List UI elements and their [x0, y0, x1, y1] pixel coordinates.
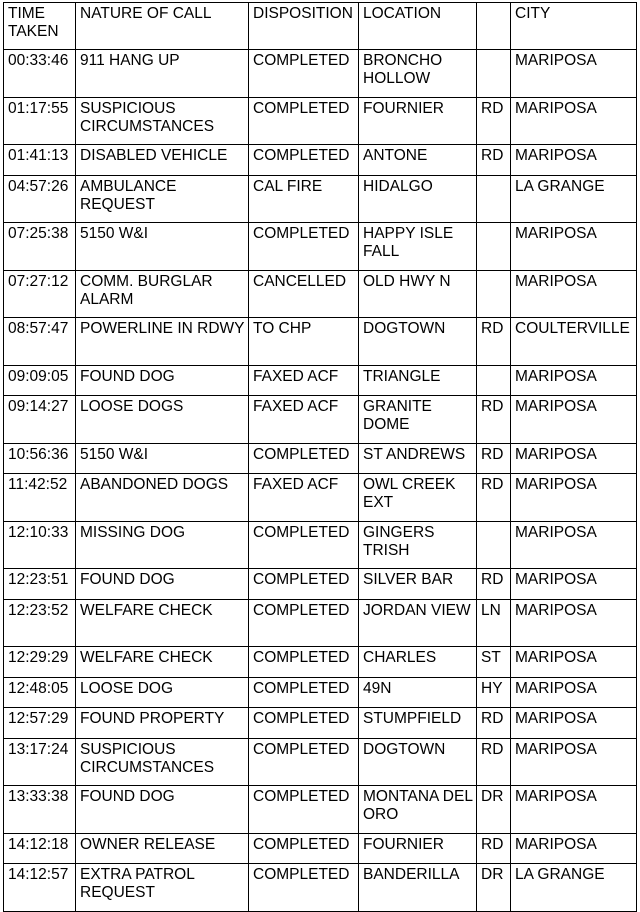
table-row	[4, 864, 637, 912]
table-row	[4, 50, 637, 98]
cell-city: MARIPOSA	[511, 97, 637, 145]
cell-location: BRONCHO HOLLOW	[359, 50, 477, 98]
cell-city: MARIPOSA	[511, 365, 637, 396]
cell-city: MARIPOSA	[511, 599, 637, 647]
cell-street-suffix	[477, 365, 511, 396]
cell-street-suffix: DR	[477, 786, 511, 834]
cell-time-taken: 14:12:57	[4, 864, 76, 912]
table-row	[4, 521, 637, 569]
cell-location: HIDALGO	[359, 175, 477, 223]
cell-city: MARIPOSA	[511, 708, 637, 739]
cell-nature-of-call: FOUND DOG	[76, 786, 249, 834]
cell-city: MARIPOSA	[511, 833, 637, 864]
cell-time-taken: 11:42:52	[4, 474, 76, 522]
header-disposition: DISPOSITION	[249, 3, 359, 50]
cell-location: 49N	[359, 677, 477, 708]
call-log-table	[3, 2, 637, 912]
cell-disposition: COMPLETED	[249, 647, 359, 678]
cell-time-taken: 12:23:51	[4, 569, 76, 600]
cell-city: MARIPOSA	[511, 738, 637, 786]
cell-location: DOGTOWN	[359, 738, 477, 786]
cell-nature-of-call: OWNER RELEASE	[76, 833, 249, 864]
cell-time-taken: 12:10:33	[4, 521, 76, 569]
cell-location: SILVER BAR	[359, 569, 477, 600]
cell-nature-of-call: WELFARE CHECK	[76, 647, 249, 678]
cell-city: MARIPOSA	[511, 145, 637, 176]
cell-time-taken: 08:57:47	[4, 318, 76, 366]
cell-street-suffix: HY	[477, 677, 511, 708]
cell-nature-of-call: 5150 W&I	[76, 223, 249, 271]
cell-time-taken: 10:56:36	[4, 443, 76, 474]
cell-location: JORDAN VIEW	[359, 599, 477, 647]
table-row	[4, 318, 637, 366]
cell-street-suffix	[477, 521, 511, 569]
cell-time-taken: 01:41:13	[4, 145, 76, 176]
cell-location: ANTONE	[359, 145, 477, 176]
table-row	[4, 223, 637, 271]
cell-disposition: CANCELLED	[249, 270, 359, 318]
cell-nature-of-call: DISABLED VEHICLE	[76, 145, 249, 176]
cell-street-suffix: RD	[477, 474, 511, 522]
header-location: LOCATION	[359, 3, 477, 50]
cell-disposition: COMPLETED	[249, 677, 359, 708]
cell-location: ST ANDREWS	[359, 443, 477, 474]
cell-disposition: COMPLETED	[249, 97, 359, 145]
cell-street-suffix: RD	[477, 569, 511, 600]
table-row	[4, 677, 637, 708]
cell-nature-of-call: ABANDONED DOGS	[76, 474, 249, 522]
cell-disposition: COMPLETED	[249, 521, 359, 569]
cell-street-suffix	[477, 175, 511, 223]
table-row	[4, 145, 637, 176]
cell-disposition: COMPLETED	[249, 50, 359, 98]
table-row	[4, 599, 637, 647]
cell-nature-of-call: AMBULANCE REQUEST	[76, 175, 249, 223]
table-row	[4, 647, 637, 678]
cell-city: LA GRANGE	[511, 864, 637, 912]
cell-street-suffix: RD	[477, 145, 511, 176]
cell-disposition: COMPLETED	[249, 864, 359, 912]
cell-street-suffix: RD	[477, 318, 511, 366]
cell-nature-of-call: MISSING DOG	[76, 521, 249, 569]
cell-city: MARIPOSA	[511, 677, 637, 708]
cell-disposition: FAXED ACF	[249, 365, 359, 396]
cell-nature-of-call: POWERLINE IN RDWY	[76, 318, 249, 366]
cell-time-taken: 14:12:18	[4, 833, 76, 864]
cell-time-taken: 13:33:38	[4, 786, 76, 834]
cell-disposition: COMPLETED	[249, 569, 359, 600]
table-row	[4, 474, 637, 522]
cell-city: LA GRANGE	[511, 175, 637, 223]
cell-city: MARIPOSA	[511, 396, 637, 444]
cell-nature-of-call: LOOSE DOG	[76, 677, 249, 708]
cell-disposition: COMPLETED	[249, 443, 359, 474]
table-row	[4, 738, 637, 786]
cell-city: MARIPOSA	[511, 443, 637, 474]
cell-nature-of-call: EXTRA PATROL REQUEST	[76, 864, 249, 912]
cell-location: FOURNIER	[359, 833, 477, 864]
table-row	[4, 443, 637, 474]
header-nature-of-call: NATURE OF CALL	[76, 3, 249, 50]
cell-city: MARIPOSA	[511, 50, 637, 98]
cell-street-suffix: DR	[477, 864, 511, 912]
cell-time-taken: 12:48:05	[4, 677, 76, 708]
table-row	[4, 569, 637, 600]
cell-nature-of-call: WELFARE CHECK	[76, 599, 249, 647]
cell-location: HAPPY ISLE FALL	[359, 223, 477, 271]
cell-nature-of-call: 911 HANG UP	[76, 50, 249, 98]
cell-nature-of-call: FOUND PROPERTY	[76, 708, 249, 739]
cell-time-taken: 13:17:24	[4, 738, 76, 786]
cell-nature-of-call: LOOSE DOGS	[76, 396, 249, 444]
cell-nature-of-call: SUSPICIOUS CIRCUMSTANCES	[76, 738, 249, 786]
cell-city: MARIPOSA	[511, 569, 637, 600]
header-row	[4, 3, 637, 50]
header-street-suffix	[477, 3, 511, 50]
header-city: CITY	[511, 3, 637, 50]
cell-location: GINGERS TRISH	[359, 521, 477, 569]
cell-location: BANDERILLA	[359, 864, 477, 912]
cell-time-taken: 01:17:55	[4, 97, 76, 145]
table-row	[4, 270, 637, 318]
cell-location: FOURNIER	[359, 97, 477, 145]
cell-disposition: COMPLETED	[249, 599, 359, 647]
cell-time-taken: 09:09:05	[4, 365, 76, 396]
cell-location: GRANITE DOME	[359, 396, 477, 444]
cell-disposition: FAXED ACF	[249, 474, 359, 522]
cell-street-suffix: RD	[477, 738, 511, 786]
cell-time-taken: 07:27:12	[4, 270, 76, 318]
cell-disposition: COMPLETED	[249, 786, 359, 834]
table-row	[4, 97, 637, 145]
header-time-taken: TIME TAKEN	[4, 3, 76, 50]
cell-street-suffix: ST	[477, 647, 511, 678]
cell-city: COULTERVILLE	[511, 318, 637, 366]
cell-city: MARIPOSA	[511, 521, 637, 569]
cell-time-taken: 12:23:52	[4, 599, 76, 647]
cell-city: MARIPOSA	[511, 223, 637, 271]
table-row	[4, 365, 637, 396]
cell-location: STUMPFIELD	[359, 708, 477, 739]
cell-nature-of-call: 5150 W&I	[76, 443, 249, 474]
cell-location: OLD HWY N	[359, 270, 477, 318]
cell-nature-of-call: SUSPICIOUS CIRCUMSTANCES	[76, 97, 249, 145]
cell-disposition: COMPLETED	[249, 833, 359, 864]
cell-disposition: COMPLETED	[249, 738, 359, 786]
cell-disposition: COMPLETED	[249, 708, 359, 739]
call-log-body	[4, 50, 637, 912]
table-row	[4, 708, 637, 739]
cell-city: MARIPOSA	[511, 270, 637, 318]
cell-nature-of-call: FOUND DOG	[76, 569, 249, 600]
cell-street-suffix: RD	[477, 833, 511, 864]
cell-city: MARIPOSA	[511, 474, 637, 522]
cell-street-suffix: RD	[477, 396, 511, 444]
cell-time-taken: 09:14:27	[4, 396, 76, 444]
cell-time-taken: 12:57:29	[4, 708, 76, 739]
table-row	[4, 833, 637, 864]
cell-disposition: COMPLETED	[249, 145, 359, 176]
table-row	[4, 786, 637, 834]
cell-location: TRIANGLE	[359, 365, 477, 396]
cell-nature-of-call: FOUND DOG	[76, 365, 249, 396]
cell-time-taken: 07:25:38	[4, 223, 76, 271]
cell-street-suffix	[477, 223, 511, 271]
cell-nature-of-call: COMM. BURGLAR ALARM	[76, 270, 249, 318]
cell-disposition: COMPLETED	[249, 223, 359, 271]
cell-street-suffix	[477, 270, 511, 318]
cell-street-suffix: LN	[477, 599, 511, 647]
cell-disposition: TO CHP	[249, 318, 359, 366]
cell-location: MONTANA DEL ORO	[359, 786, 477, 834]
cell-location: DOGTOWN	[359, 318, 477, 366]
cell-disposition: CAL FIRE	[249, 175, 359, 223]
cell-city: MARIPOSA	[511, 786, 637, 834]
cell-time-taken: 12:29:29	[4, 647, 76, 678]
cell-city: MARIPOSA	[511, 647, 637, 678]
cell-street-suffix: RD	[477, 443, 511, 474]
cell-street-suffix	[477, 50, 511, 98]
cell-time-taken: 00:33:46	[4, 50, 76, 98]
cell-street-suffix: RD	[477, 708, 511, 739]
table-row	[4, 396, 637, 444]
cell-location: OWL CREEK EXT	[359, 474, 477, 522]
table-row	[4, 175, 637, 223]
cell-time-taken: 04:57:26	[4, 175, 76, 223]
cell-street-suffix: RD	[477, 97, 511, 145]
cell-disposition: FAXED ACF	[249, 396, 359, 444]
cell-location: CHARLES	[359, 647, 477, 678]
